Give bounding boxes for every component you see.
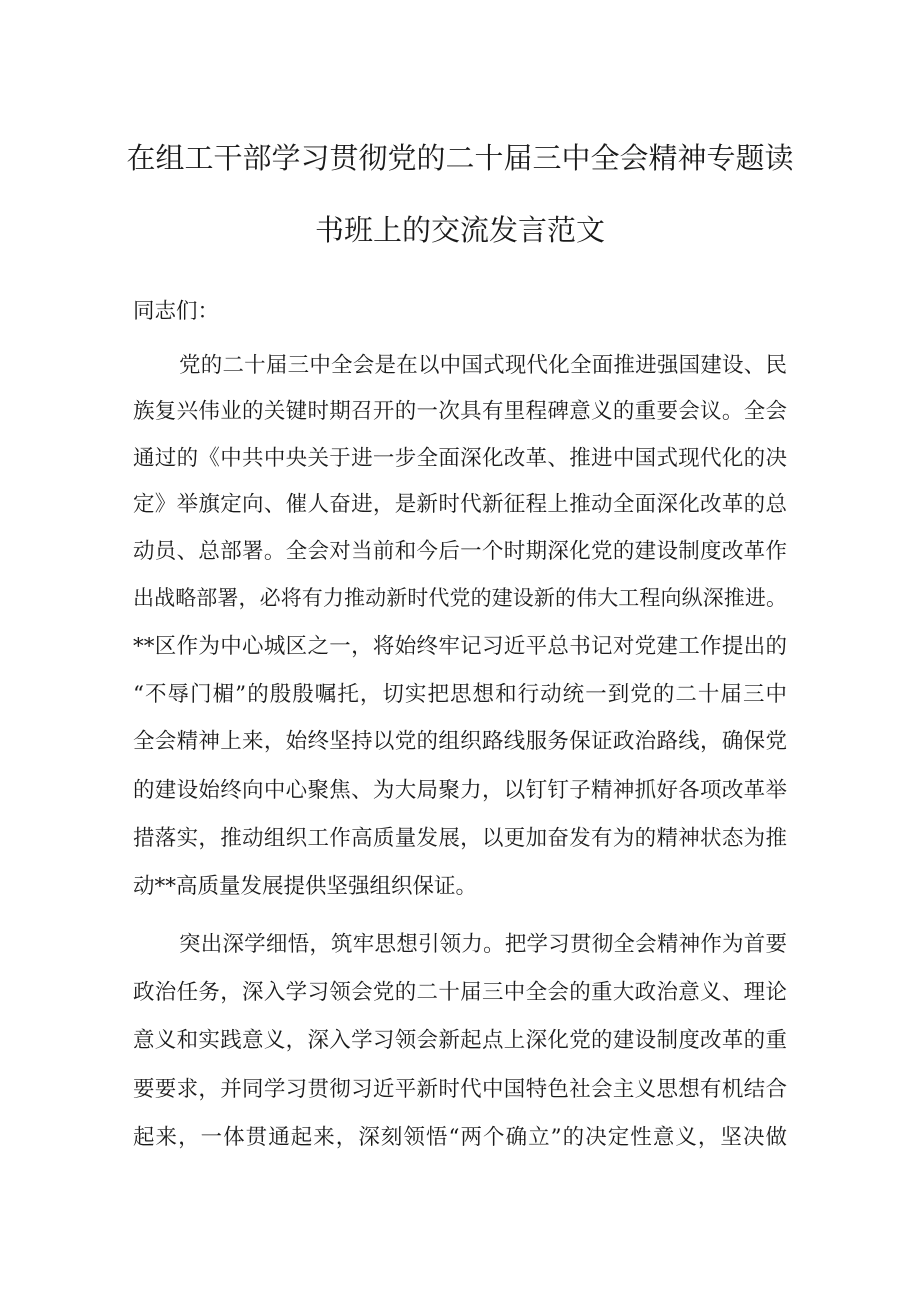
paragraph-1-line: 全会精神上来，始终坚持以党的组织路线服务保证政治路线，确保党: [133, 729, 787, 754]
paragraph-2-line: 意义和实践意义，深入学习领会新起点上深化党的建设制度改革的重: [133, 1028, 787, 1053]
paragraph-2-line: 突出深学细悟，筑牢思想引领力。把学习贯彻全会精神作为首要: [179, 932, 787, 957]
paragraph-2-line: 政治任务，深入学习领会党的二十届三中全会的重大政治意义、理论: [133, 980, 787, 1005]
paragraph-1-line: 动**高质量发展提供坚强组织保证。: [133, 874, 478, 899]
paragraph-1-line: 党的二十届三中全会是在以中国式现代化全面推进强国建设、民: [179, 353, 787, 378]
paragraph-2-line: 要要求，并同学习贯彻习近平新时代中国特色社会主义思想有机结合: [133, 1077, 787, 1102]
paragraph-1-line: 定》举旗定向、催人奋进，是新时代新征程上推动全面深化改革的总: [133, 492, 787, 517]
paragraph-1-line: 动员、总部署。全会对当前和今后一个时期深化党的建设制度改革作: [133, 539, 787, 564]
paragraph-1-line: “不辱门楣”的殷殷嘱托，切实把思想和行动统一到党的二十届三中: [133, 682, 787, 707]
document-title-line-1: 在组工干部学习贯彻党的二十届三中全会精神专题读: [126, 141, 794, 175]
paragraph-1-line: **区作为中心城区之一，将始终牢记习近平总书记对党建工作提出的: [133, 634, 787, 659]
document-title-line-2: 书班上的交流发言范文: [314, 213, 605, 247]
paragraph-1-line: 通过的《中共中央关于进一步全面深化改革、推进中国式现代化的决: [133, 446, 787, 471]
paragraph-1-line: 措落实，推动组织工作高质量发展，以更加奋发有为的精神状态为推: [133, 826, 787, 851]
paragraph-1-line: 族复兴伟业的关键时期召开的一次具有里程碑意义的重要会议。全会: [133, 399, 787, 424]
salutation: 同志们：: [133, 299, 220, 324]
paragraph-1-line: 的建设始终向中心聚焦、为大局聚力，以钉钉子精神抓好各项改革举: [133, 778, 787, 803]
paragraph-2-line: 起来，一体贯通起来，深刻领悟“两个确立”的决定性意义，坚决做: [133, 1125, 787, 1150]
paragraph-1-line: 出战略部署，必将有力推动新时代党的建设新的伟大工程向纵深推进。: [133, 586, 787, 610]
